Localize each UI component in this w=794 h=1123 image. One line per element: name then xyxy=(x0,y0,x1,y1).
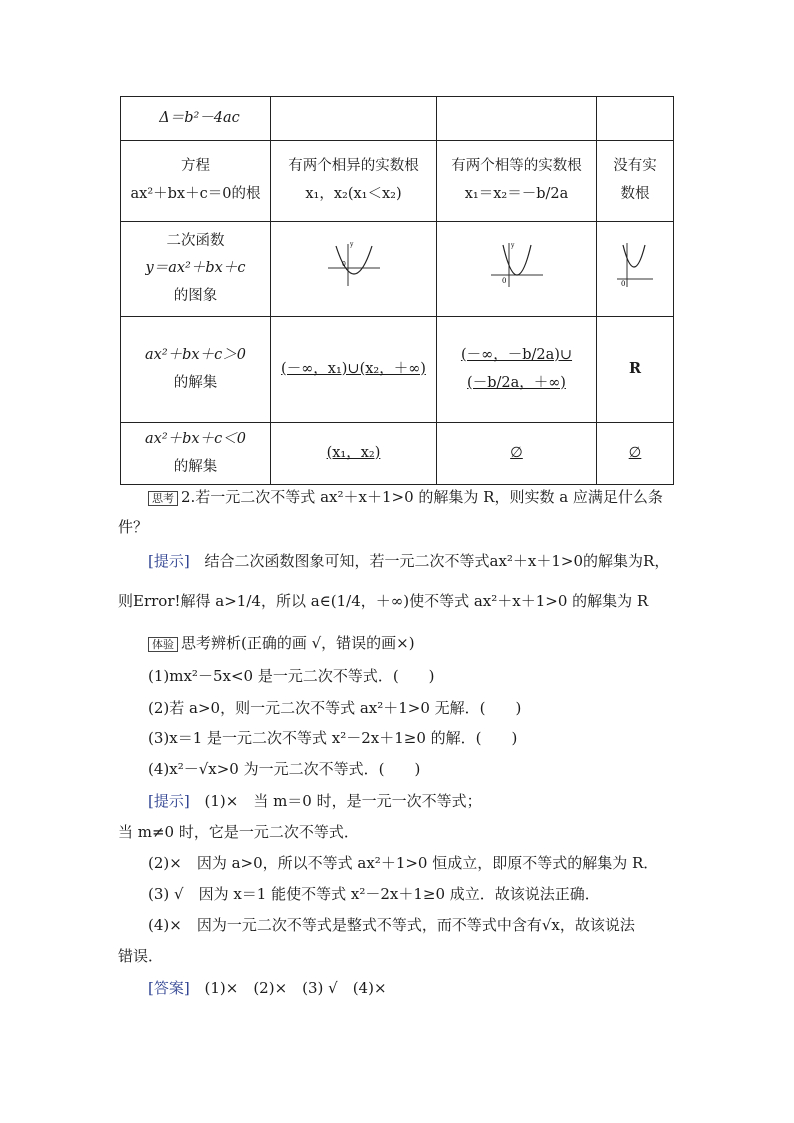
hint1-line1: [提示] 结合二次函数图象可知，若一元二次不等式ax²＋x＋1>0的解集为R， xyxy=(148,552,670,570)
cell-negative-equal-roots: ∅ xyxy=(437,423,597,485)
svg-text:y: y xyxy=(349,240,353,248)
answer-tag: [答案] xyxy=(148,979,190,997)
practice-item-3: (3)x＝1 是一元二次不等式 x²－2x＋1≥0 的解．( ) xyxy=(148,729,518,747)
parabola-above-axis-icon xyxy=(615,239,655,289)
graph-no-roots xyxy=(597,222,674,317)
answer-line: [答案] (1)× (2)× (3) √ (4)× xyxy=(148,979,387,997)
graph-equal-roots xyxy=(437,222,597,317)
hint2-line3: (2)× 因为 a>0，所以不等式 ax²＋1>0 恒成立，即原不等式的解集为 R． xyxy=(148,854,659,872)
parabola-two-roots-icon xyxy=(326,240,382,288)
hint2-line2: 当 m≠0 时，它是一元二次不等式． xyxy=(118,823,359,841)
hint2-line1: [提示] (1)× 当 m＝0 时，是一元一次不等式； xyxy=(148,792,482,810)
hint-tag: [提示] xyxy=(148,552,190,570)
hint2-line4: (3) √ 因为 x＝1 能使不等式 x²－2x＋1≥0 成立．故该说法正确． xyxy=(148,885,600,903)
cell-discriminant: Δ＝b²－4ac xyxy=(121,97,271,141)
cell-equation-roots-header: 方程 ax²＋bx＋c＝0的根 xyxy=(121,141,271,222)
cell-negative-solution-header: ax²＋bx＋c＜0 的解集 xyxy=(121,423,271,485)
practice-tag: 体验 xyxy=(148,637,178,652)
cell-negative-no-roots: ∅ xyxy=(597,423,674,485)
think-question-line1: 思考 2.若一元二次不等式 ax²＋x＋1>0 的解集为 R，则实数 a 应满足什么条 xyxy=(148,486,663,507)
cell-negative-two-roots: (x₁，x₂) xyxy=(271,423,437,485)
hint2-tag: [提示] xyxy=(148,792,190,810)
practice-item-4: (4)x²－√x>0 为一元二次不等式．( ) xyxy=(148,760,421,778)
cell-no-real-roots: 没有实 数根 xyxy=(597,141,674,222)
cell-positive-two-roots: (－∞，x₁)∪(x₂，＋∞) xyxy=(271,317,437,423)
practice-item-1: (1)mx²－5x<0 是一元二次不等式．( ) xyxy=(148,667,435,685)
graph-two-roots xyxy=(271,222,437,317)
cell-positive-solution-header: ax²＋bx＋c＞0 的解集 xyxy=(121,317,271,423)
quadratic-summary-table xyxy=(120,96,674,485)
hint1-line2: 则Error!解得 a>1/4，所以 a∈(1/4，＋∞)使不等式 ax²＋x＋1>0 的解集为 R xyxy=(118,592,649,610)
practice-title: 体验 思考辨析(正确的画 √，错误的画×) xyxy=(148,632,415,653)
cell-positive-equal-roots: (－∞，－b/2a)∪ (－b/2a，＋∞) xyxy=(437,317,597,423)
hint2-line6: 错误． xyxy=(118,947,164,965)
cell-two-equal-roots: 有两个相等的实数根 x₁＝x₂＝－b/2a xyxy=(437,141,597,222)
svg-text:0: 0 xyxy=(501,276,506,285)
think-tag: 思考 xyxy=(148,491,178,506)
practice-item-2: (2)若 a>0，则一元二次不等式 ax²＋1>0 无解．( ) xyxy=(148,699,522,717)
cell-positive-no-roots: R xyxy=(597,317,674,423)
parabola-tangent-icon xyxy=(489,239,545,289)
svg-text:y: y xyxy=(510,241,514,249)
svg-text:0: 0 xyxy=(341,260,346,268)
svg-text:0: 0 xyxy=(621,279,626,288)
think-question-line2: 件？ xyxy=(118,518,149,536)
hint2-line5: (4)× 因为一元二次不等式是整式不等式，而不等式中含有√x，故该说法 xyxy=(148,916,635,934)
cell-graph-header: 二次函数 y＝ax²＋bx＋c 的图象 xyxy=(121,222,271,317)
cell-two-distinct-roots: 有两个相异的实数根 x₁，x₂(x₁＜x₂) xyxy=(271,141,437,222)
